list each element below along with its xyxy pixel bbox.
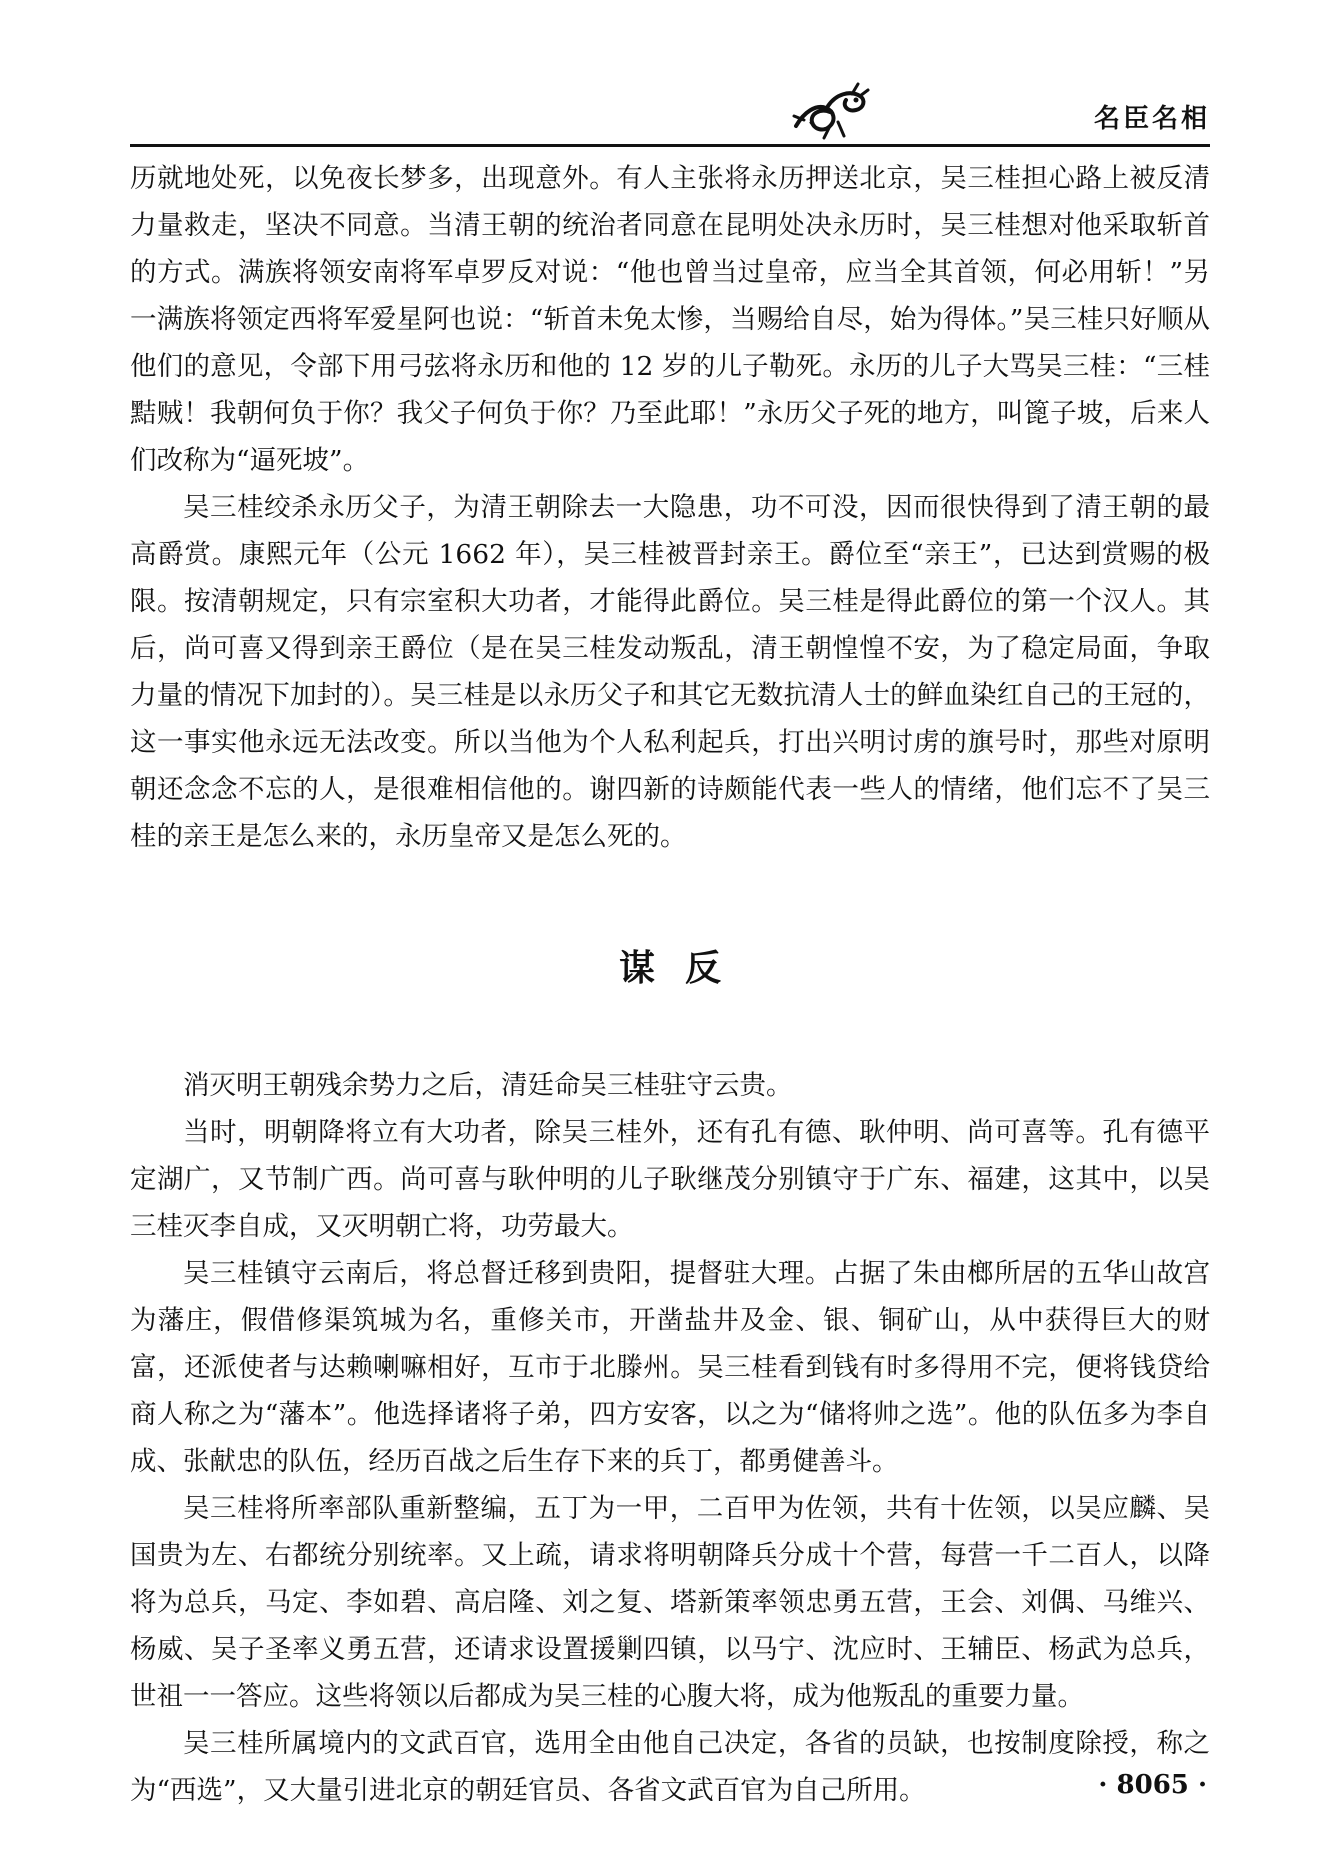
header-divider — [130, 144, 1210, 147]
paragraph: 当时，明朝降将立有大功者，除吴三桂外，还有孔有德、耿仲明、尚可喜等。孔有德平定湖广，又节制广西。尚可喜与耿仲明的儿子耿继茂分别镇守于广东、福建，这其中，以吴三桂灭李自成，又灭明朝亡将，功劳最大。 — [130, 1117, 1210, 1242]
paragraph: 吴三桂镇守云南后，将总督迁移到贵阳，提督驻大理。占据了朱由榔所居的五华山故宫为藩庄，假借修渠筑城为名，重修关市，开凿盐井及金、银、铜矿山，从中获得巨大的财富，还派使者与达赖喇嘛相好，互市于北滕州。吴三桂看到钱有时多得用不完，便将钱贷给商人称之为“藩本”。他选择诸将子弟，四方安客，以之为“储将帅之选”。他的队伍多为李自成、张献忠的队伍，经历百战之后生存下来的兵丁，都勇健善斗。 — [130, 1258, 1210, 1477]
page-body — [130, 155, 1210, 1814]
paragraph: 吴三桂所属境内的文武百官，选用全由他自己决定，各省的员缺，也按制度除授，称之为“西选”，又大量引进北京的朝廷官员、各省文武百官为自己所用。 — [130, 1728, 1210, 1806]
paragraph: 吴三桂将所率部队重新整编，五丁为一甲，二百甲为佐领，共有十佐领，以吴应麟、吴国贵为左、右都统分别统率。又上疏，请求将明朝降兵分成十个营，每营一千二百人，以降将为总兵，马定、李如碧、高启隆、刘之复、塔新策率领忠勇五营，王会、刘偶、马维兴、杨威、吴子圣率义勇五营，还请求设置援剿四镇，以马宁、沈应时、王辅臣、杨武为总兵，世祖一一答应。这些将领以后都成为吴三桂的心腹大将，成为他叛乱的重要力量。 — [130, 1493, 1210, 1712]
paragraph: 历就地处死，以免夜长梦多，出现意外。有人主张将永历押送北京，吴三桂担心路上被反清力量救走，坚决不同意。当清王朝的统治者同意在昆明处决永历时，吴三桂想对他采取斩首的方式。满族将领安南将军卓罗反对说：“他也曾当过皇帝，应当全其首领，何必用斩！”另一满族将领定西将军爱星阿也说：“斩首未免太惨，当赐给自尽，始为得体。”吴三桂只好顺从他们的意见，令部下用弓弦将永历和他的 12 岁的儿子勒死。永历的儿子大骂吴三桂：“三桂黠贼！我朝何负于你？我父子何负于你？乃至此耶！”永历父子死的地方，叫篦子坡，后来人们改称为“逼死坡”。 — [130, 163, 1210, 476]
page-header — [130, 78, 1210, 148]
paragraph: 消灭明王朝残余势力之后，清廷命吴三桂驻守云贵。 — [183, 1070, 793, 1101]
header-title: 名臣名相 — [1093, 104, 1210, 134]
dragon-icon — [790, 82, 872, 142]
section-title: 谋反 — [618, 948, 751, 989]
page-number: · 8065 · — [1098, 1770, 1207, 1800]
paragraph: 吴三桂绞杀永历父子，为清王朝除去一大隐患，功不可没，因而很快得到了清王朝的最高爵赏。康熙元年（公元 1662 年），吴三桂被晋封亲王。爵位至“亲王”，已达到赏赐的极限。按清朝规定，只有宗室积大功者，才能得此爵位。吴三桂是得此爵位的第一个汉人。其后，尚可喜又得到亲王爵位（是在吴三桂发动叛乱，清王朝惶惶不安，为了稳定局面，争取力量的情况下加封的）。吴三桂是以永历父子和其它无数抗清人士的鲜血染红自己的王冠的，这一事实他永远无法改变。所以当他为个人私利起兵，打出兴明讨虏的旗号时，那些对原明朝还念念不忘的人，是很难相信他的。谢四新的诗颇能代表一些人的情绪，他们忘不了吴三桂的亲王是怎么来的，永历皇帝又是怎么死的。 — [130, 492, 1210, 852]
